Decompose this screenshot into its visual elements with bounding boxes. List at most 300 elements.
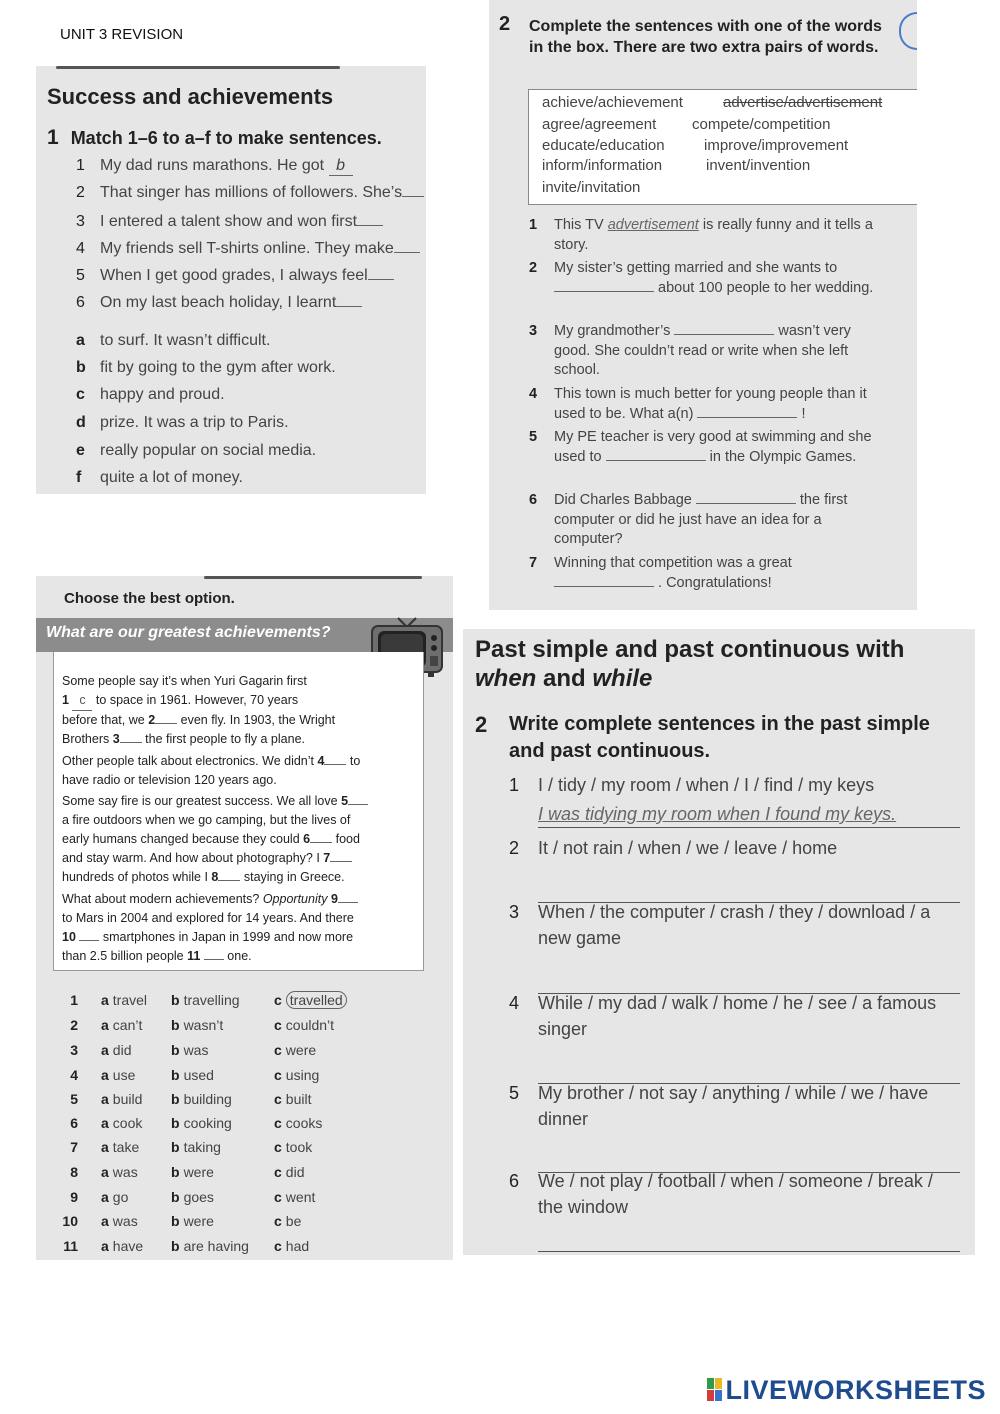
word-pair-used: advertise/advertisement [723,94,883,111]
option-a[interactable] [101,1042,131,1058]
reading-text: Brothers [62,732,110,746]
option-b[interactable] [171,1042,208,1058]
answer-input[interactable] [368,279,394,280]
reading-text: Some people say it’s when Yuri Gagarin first [62,674,307,688]
answer-input[interactable] [697,417,797,418]
reading-title: What are our greatest achievements? [46,624,331,641]
option-row [56,1067,320,1083]
reading-text: early humans changed because they could [62,832,300,846]
section-heading: Success and achievements [47,84,334,109]
option-b[interactable] [171,1189,214,1205]
answer-input[interactable] [674,334,774,335]
ending-letter: b [76,359,86,376]
answer-input[interactable] [357,225,383,226]
gap-sentence [529,259,889,298]
sentence-text: This town is much better for young people than it used to be. What a(n) [554,386,867,422]
reading-text: staying in Greece. [243,870,345,884]
reading-paragraph [62,792,417,887]
exercise-number: 2 [475,712,488,737]
exercise-instruction [47,126,382,150]
option-c[interactable] [274,1238,309,1254]
option-number: 2 [70,1017,78,1033]
gap-number: 11 [187,949,201,963]
word-pair: compete/competition [692,116,831,133]
ending-text: prize. It was a trip to Paris. [100,414,289,431]
instruction-text: Match 1–6 to a–f to make sentences. [70,128,382,148]
answer-input[interactable] [336,306,362,307]
option-letter: c [274,1164,282,1180]
gap-number: 6 [303,832,311,846]
option-text: go [112,1189,129,1205]
option-b[interactable] [171,1213,214,1229]
match-sentence [76,213,383,231]
option-letter: a [101,1213,109,1229]
option-letter: c [274,1139,282,1155]
option-letter: b [171,1213,180,1229]
liveworksheets-logo [707,1375,986,1406]
sentence-text: My sister’s getting married and she wants to [554,260,838,276]
option-b[interactable] [171,1017,223,1033]
option-b[interactable] [171,1164,214,1180]
sentence-text: My grandmother’s [554,323,671,339]
gap-number: 7 [323,851,331,865]
gap-input[interactable] [330,861,352,862]
option-c[interactable] [274,1091,311,1107]
ending-text: to surf. It wasn’t difficult. [100,332,271,349]
match-sentence [76,184,424,202]
sentence-text: My dad runs marathons. He got [100,157,325,174]
prompt-row [509,899,939,951]
sentence-number: 7 [529,555,538,571]
gap-input[interactable] [324,764,346,765]
word-pair: improve/improvement [704,137,849,154]
option-row [56,1115,323,1131]
option-number: 10 [62,1213,78,1229]
option-letter: b [171,1067,180,1083]
sentence-number: 5 [76,267,85,284]
reading-text: hundreds of photos while I [62,870,208,884]
sentence-text: Winning that competition was a great [554,555,792,571]
reading-text: smartphones in Japan in 1999 and now more [102,930,354,944]
prompt-row [509,990,939,1042]
reading-text: food [335,832,360,846]
reading-text: to [349,754,361,768]
exercise-number: 1 [47,126,59,149]
option-text: took [285,1139,313,1155]
option-number: 6 [70,1115,78,1131]
sentence-number: 1 [76,157,85,174]
option-a[interactable] [101,1017,142,1033]
gap-sentence [529,554,889,593]
success-achievements-panel [36,66,426,494]
option-c[interactable] [274,992,347,1008]
ending-letter: e [76,442,85,459]
option-number: 8 [70,1164,78,1180]
gap-number: 1 [62,693,69,707]
option-letter: a [101,1017,109,1033]
option-a[interactable] [101,1067,135,1083]
sentence-number: 3 [76,213,85,230]
gap-sentence [529,322,889,381]
sentence-text: On my last beach holiday, I learnt [100,294,337,311]
reading-paragraph [62,752,417,790]
gap-input[interactable] [120,742,142,743]
prompt-number: 6 [509,1171,520,1191]
match-ending [76,442,316,460]
sentence-text: My friends sell T-shirts online. They make [100,240,394,257]
gap-number: 4 [317,754,325,768]
option-row [56,1164,305,1180]
unit-title: UNIT 3 REVISION [60,26,184,43]
option-b[interactable] [171,1115,232,1131]
option-text: travel [112,992,148,1008]
option-text: were [183,1164,214,1180]
sentence-text: is really funny and it tells a story. [554,217,873,253]
section-heading [475,635,904,693]
reading-text: one. [227,949,252,963]
answer-input[interactable] [554,586,654,587]
option-letter: b [171,1189,180,1205]
decorative-circle [899,12,917,50]
option-a[interactable] [101,1213,138,1229]
gap-input[interactable] [79,940,99,941]
ending-text: fit by going to the gym after work. [100,359,336,376]
option-letter: a [101,1067,109,1083]
gap-sentence [529,385,889,424]
sentence-number: 4 [529,386,538,402]
answer-input[interactable] [538,1239,960,1252]
option-text: used [183,1067,214,1083]
logo-mark-icon [707,1378,723,1402]
reading-text: before that, we [62,713,145,727]
answer-input[interactable] [394,252,420,253]
option-c[interactable] [274,1139,312,1155]
heading-text: and [543,665,586,692]
option-letter: a [101,1189,109,1205]
option-text: cook [112,1115,143,1131]
match-sentence [76,294,362,312]
option-c[interactable] [274,1017,334,1033]
sentence-number: 3 [529,323,538,339]
option-number: 5 [70,1091,78,1107]
match-ending [76,469,243,487]
prompt-text: My brother / not say / anything / while / we / have dinner [538,1083,929,1129]
match-ending [76,414,289,432]
match-ending [76,332,270,350]
option-text: travelled [286,991,347,1009]
answer-input[interactable] [606,460,706,461]
option-text: were [285,1042,317,1058]
option-c[interactable] [274,1115,322,1131]
sentence-text: This TV [554,217,604,233]
option-b[interactable] [171,992,240,1008]
sentence-text: Did Charles Babbage [554,492,692,508]
word-pair: educate/education [542,137,665,154]
option-c[interactable] [274,1213,301,1229]
option-letter: a [101,992,109,1008]
option-letter: c [274,1115,282,1131]
option-text: did [285,1164,305,1180]
option-row [56,1042,317,1058]
sentence-text: ! [801,405,806,422]
option-text: was [112,1164,138,1180]
option-text: using [285,1067,320,1083]
answer-input[interactable]: advertisement [607,217,699,233]
sentence-text: My PE teacher is very good at swimming and she used to [554,429,872,465]
option-c[interactable] [274,1067,319,1083]
word-box [528,89,917,205]
option-text: be [285,1213,302,1229]
sentence-number: 6 [76,294,85,311]
gap-number: 3 [112,732,120,746]
reading-text: Some say fire is our greatest success. We all love [62,794,338,808]
reading-text-box [53,652,424,971]
option-text: goes [183,1189,214,1205]
option-letter: b [171,1238,180,1254]
reading-text: a fire outdoors when we go camping, but the lives of [62,813,351,827]
option-a[interactable] [101,1091,142,1107]
option-a[interactable] [101,1189,128,1205]
logo-text: LIVEWORKSHEETS [725,1375,986,1405]
reading-text: the first people to fly a plane. [145,732,305,746]
prompt-number: 5 [509,1083,520,1103]
option-letter: b [171,1091,180,1107]
sentence-number: 2 [529,260,538,276]
option-text: travelling [183,992,240,1008]
option-text: cooking [183,1115,232,1131]
gap-sentence [529,428,889,467]
option-text: was [112,1213,138,1229]
prompt-text: We / not play / football / when / someone / break / the window [538,1171,933,1217]
sentence-text: I entered a talent show and won first [100,213,358,230]
option-c[interactable] [274,1189,315,1205]
option-text: build [112,1091,143,1107]
option-row [56,1139,313,1155]
prompt-number: 4 [509,993,520,1013]
option-letter: b [171,1139,180,1155]
answer-input[interactable] [696,503,796,504]
option-text: had [285,1238,310,1254]
panel-top-bar [56,66,340,69]
instruction-text: Write complete sentences in the past simple and past continuous. [509,713,930,762]
gap-number: 10 [62,930,76,944]
option-text: cooks [285,1115,323,1131]
option-text: can’t [112,1017,143,1033]
gap-number: 5 [341,794,349,808]
prompt-text: While / my dad / walk / home / he / see / a famous singer [538,993,937,1039]
match-sentence [76,157,353,176]
option-row [56,1091,312,1107]
option-a[interactable] [101,1238,143,1254]
gap-number: 2 [148,713,156,727]
option-letter: b [171,1164,180,1180]
option-number: 1 [70,992,78,1008]
word-families-panel [489,0,917,610]
gap-sentence [529,216,889,255]
reading-text: Other people talk about electronics. We didn’t [62,754,314,768]
prompt-text: When / the computer / crash / they / download / a new game [538,902,931,948]
option-a[interactable] [101,992,147,1008]
ending-text: quite a lot of money. [100,469,243,486]
option-row [56,1189,316,1205]
choose-option-panel [36,576,453,1260]
option-letter: c [274,1213,282,1229]
gap-input[interactable] [204,959,224,960]
option-letter: b [171,1017,180,1033]
sentence-number: 2 [76,184,85,201]
option-number: 7 [70,1139,78,1155]
option-text: was [183,1042,209,1058]
ending-letter: d [76,414,86,431]
option-text: taking [183,1139,221,1155]
exercise-instruction [475,711,955,765]
instruction-text: Complete the sentences with one of the words in the box. There are two extra pairs of words. [529,18,882,56]
sentence-number: 5 [529,429,538,445]
option-row [56,1238,310,1254]
option-letter: a [101,1139,109,1155]
option-text: couldn’t [285,1017,335,1033]
option-letter: c [274,1091,282,1107]
option-letter: a [101,1091,109,1107]
gap-sentence [529,491,889,550]
sentence-text: about 100 people to her wedding. [658,279,874,296]
answer-input[interactable]: b [329,157,353,176]
option-text: take [112,1139,140,1155]
ending-letter: c [76,386,85,403]
sentence-text: That singer has millions of followers. She’s [100,184,403,201]
sentence-text: . Congratulations! [658,574,772,591]
option-text: did [112,1042,132,1058]
exercise-instruction: Choose the best option. [64,590,235,607]
option-number: 3 [70,1042,78,1058]
option-letter: c [274,992,282,1008]
ending-text: happy and proud. [100,386,225,403]
reading-text: What about modern achievements? [62,892,260,906]
gap-input[interactable] [338,902,358,903]
option-number: 4 [70,1067,78,1083]
option-letter: c [274,1238,282,1254]
option-letter: a [101,1042,109,1058]
word-pair: agree/agreement [542,116,657,133]
prompt-number: 2 [509,838,520,858]
option-c[interactable] [274,1042,316,1058]
sentence-number: 6 [529,492,538,508]
option-row [56,1017,335,1033]
reading-text: to space in 1961. However, 70 years [95,693,299,707]
answer-input[interactable] [554,291,654,292]
option-letter: c [274,1067,282,1083]
match-ending [76,359,336,377]
option-text: have [112,1238,144,1254]
past-tense-panel [463,629,975,1255]
word-pair: invent/invention [706,157,811,174]
option-b[interactable] [171,1091,232,1107]
option-b[interactable] [171,1139,221,1155]
option-text: were [183,1213,214,1229]
gap-input[interactable] [218,880,240,881]
ending-text: really popular on social media. [100,442,317,459]
option-a[interactable] [101,1164,138,1180]
prompt-text: I / tidy / my room / when / I / find / my keys [538,775,875,795]
option-letter: b [171,1115,180,1131]
option-a[interactable] [101,1115,142,1131]
option-row [56,992,343,1008]
option-text: are having [183,1238,249,1254]
option-text: wasn’t [183,1017,224,1033]
sentence-number: 1 [529,217,538,233]
sentence-text: in the Olympic Games. [709,448,857,465]
answer-input[interactable] [402,196,424,197]
reading-text: even fly. In 1903, the Wright [180,713,336,727]
answer-line [538,827,960,828]
option-letter: c [274,1017,282,1033]
ending-letter: f [76,469,82,486]
sentence-text: the first computer or did he just have an idea for a computer? [554,492,848,547]
rover-name: Opportunity [262,892,328,906]
sentence-text: wasn’t very good. She couldn’t read or write when she left school. [554,323,851,378]
option-c[interactable] [274,1164,304,1180]
gap-number: 9 [330,892,338,906]
reading-text: than 2.5 billion people [62,949,184,963]
option-letter: b [171,1042,180,1058]
word-pair: achieve/achievement [542,94,683,111]
option-letter: a [101,1238,109,1254]
option-a[interactable] [101,1139,139,1155]
option-row [56,1213,302,1229]
match-sentence [76,267,394,285]
gap-input[interactable]: c [72,691,92,711]
prompt-text: It / not rain / when / we / leave / home [538,838,838,858]
prompt-row [509,835,939,861]
reading-paragraph [62,672,417,749]
match-sentence [76,240,420,258]
match-ending [76,386,225,404]
exercise-instruction [499,13,889,58]
reading-paragraph [62,890,417,966]
option-b[interactable] [171,1238,249,1254]
reading-text: have radio or television 120 years ago. [62,773,277,787]
option-text: building [183,1091,232,1107]
word-pair: invite/invitation [542,179,641,196]
option-letter: b [171,992,180,1008]
option-text: went [285,1189,316,1205]
sentence-number: 4 [76,240,85,257]
sentence-text: When I get good grades, I always feel [100,267,368,284]
prompt-number: 3 [509,902,520,922]
reading-text: to Mars in 2004 and explored for 14 years. And there [62,911,354,925]
option-letter: a [101,1115,109,1131]
word-pair: inform/information [542,157,663,174]
prompt-row [509,772,939,798]
ending-letter: a [76,332,85,349]
option-number: 11 [63,1238,78,1254]
option-b[interactable] [171,1067,214,1083]
prompt-number: 1 [509,775,520,795]
gap-number: 8 [211,870,219,884]
heading-text: when [475,665,537,692]
panel-top-bar [204,576,422,579]
option-text: use [112,1067,136,1083]
gap-input[interactable] [155,723,177,724]
reading-text: and stay warm. And how about photography? I [62,851,320,865]
heading-text: Past simple and past continuous with [475,636,905,663]
answer-input[interactable]: I was tidying my room when I found my keys. [538,804,897,824]
gap-input[interactable] [348,804,368,805]
heading-text: while [592,665,653,692]
gap-input[interactable] [310,842,332,843]
exercise-number: 2 [499,13,511,35]
option-text: built [285,1091,312,1107]
